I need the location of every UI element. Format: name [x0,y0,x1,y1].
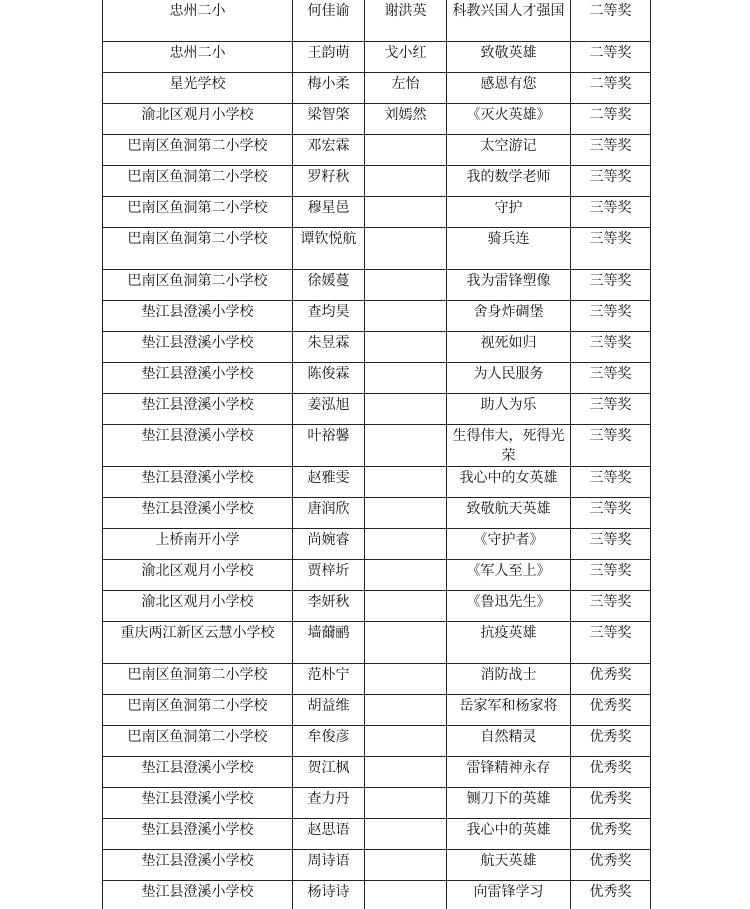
award-level-cell: 优秀奖 [571,819,651,850]
table-row [103,166,651,197]
work-title-cell: 向雷锋学习 [447,881,571,909]
school-cell: 巴南区鱼洞第二小学校 [103,197,293,228]
work-title-cell: 视死如归 [447,332,571,363]
table-row [103,363,651,394]
school-cell: 星光学校 [103,73,293,104]
school-cell: 巴南区鱼洞第二小学校 [103,166,293,197]
student-cell: 何佳谕 [293,0,365,42]
school-cell: 垫江县澄溪小学校 [103,788,293,819]
teacher-cell [365,819,447,850]
student-cell: 查力丹 [293,788,365,819]
teacher-cell [365,788,447,819]
student-cell: 朱昱霖 [293,332,365,363]
table-row [103,270,651,301]
school-cell: 垫江县澄溪小学校 [103,819,293,850]
school-cell: 忠州二小 [103,42,293,73]
school-cell: 巴南区鱼洞第二小学校 [103,270,293,301]
award-level-cell: 三等奖 [571,301,651,332]
table-row [103,73,651,104]
teacher-cell [365,498,447,529]
table-row [103,591,651,622]
table-row [103,757,651,788]
table-row [103,664,651,695]
school-cell: 垫江县澄溪小学校 [103,498,293,529]
school-cell: 垫江县澄溪小学校 [103,425,293,467]
school-cell: 巴南区鱼洞第二小学校 [103,726,293,757]
award-level-cell: 优秀奖 [571,881,651,909]
teacher-cell [365,591,447,622]
teacher-cell [365,270,447,301]
table-row [103,135,651,166]
work-title-cell: 助人为乐 [447,394,571,425]
table-row [103,425,651,467]
student-cell: 王韵萌 [293,42,365,73]
award-level-cell: 三等奖 [571,166,651,197]
table-row [103,467,651,498]
student-cell: 陈俊霖 [293,363,365,394]
student-cell: 胡益维 [293,695,365,726]
teacher-cell [365,363,447,394]
student-cell: 唐润欣 [293,498,365,529]
award-level-cell: 二等奖 [571,0,651,42]
school-cell: 巴南区鱼洞第二小学校 [103,695,293,726]
award-level-cell: 优秀奖 [571,695,651,726]
award-table [102,0,651,909]
student-cell: 周诗语 [293,850,365,881]
award-level-cell: 优秀奖 [571,726,651,757]
award-level-cell: 优秀奖 [571,850,651,881]
teacher-cell [365,726,447,757]
award-level-cell: 三等奖 [571,622,651,664]
work-title-cell: 雷锋精神永存 [447,757,571,788]
work-title-cell: 我心中的英雄 [447,819,571,850]
teacher-cell: 戈小红 [365,42,447,73]
award-level-cell: 三等奖 [571,135,651,166]
award-level-cell: 三等奖 [571,560,651,591]
student-cell: 范朴宁 [293,664,365,695]
school-cell: 巴南区鱼洞第二小学校 [103,664,293,695]
student-cell: 赵思语 [293,819,365,850]
teacher-cell [365,228,447,270]
table-row [103,394,651,425]
award-level-cell: 三等奖 [571,228,651,270]
work-title-cell: 《灭火英雄》 [447,104,571,135]
award-level-cell: 三等奖 [571,197,651,228]
award-level-cell: 优秀奖 [571,788,651,819]
teacher-cell [365,425,447,467]
school-cell: 垫江县澄溪小学校 [103,301,293,332]
work-title-cell: 科教兴国人才强国 [447,0,571,42]
teacher-cell [365,757,447,788]
student-cell: 梅小柔 [293,73,365,104]
school-cell: 垫江县澄溪小学校 [103,881,293,909]
work-title-cell: 航天英雄 [447,850,571,881]
table-row [103,301,651,332]
student-cell: 贾梓圻 [293,560,365,591]
teacher-cell [365,529,447,560]
award-level-cell: 三等奖 [571,498,651,529]
student-cell: 叶裕馨 [293,425,365,467]
award-level-cell: 二等奖 [571,73,651,104]
table-row [103,498,651,529]
teacher-cell [365,622,447,664]
work-title-cell: 骑兵连 [447,228,571,270]
table-row [103,695,651,726]
school-cell: 垫江县澄溪小学校 [103,363,293,394]
award-level-cell: 三等奖 [571,332,651,363]
award-level-cell: 三等奖 [571,467,651,498]
student-cell: 杨诗诗 [293,881,365,909]
teacher-cell [365,197,447,228]
award-level-cell: 二等奖 [571,42,651,73]
work-title-cell: 我为雷锋塑像 [447,270,571,301]
work-title-cell: 致敬英雄 [447,42,571,73]
work-title-cell: 我心中的女英雄 [447,467,571,498]
award-level-cell: 优秀奖 [571,757,651,788]
table-row [103,0,651,42]
table-row [103,197,651,228]
table-row [103,529,651,560]
award-level-cell: 优秀奖 [571,664,651,695]
student-cell: 罗籽秋 [293,166,365,197]
table-row [103,819,651,850]
teacher-cell [365,560,447,591]
table-row [103,332,651,363]
table-row [103,104,651,135]
work-title-cell: 生得伟大，死得光荣 [447,425,571,467]
teacher-cell: 左怡 [365,73,447,104]
work-title-cell: 消防战士 [447,664,571,695]
student-cell: 尚婉睿 [293,529,365,560]
school-cell: 垫江县澄溪小学校 [103,757,293,788]
table-row [103,42,651,73]
award-level-cell: 三等奖 [571,425,651,467]
work-title-cell: 铡刀下的英雄 [447,788,571,819]
work-title-cell: 守护 [447,197,571,228]
school-cell: 垫江县澄溪小学校 [103,467,293,498]
student-cell: 赵雅雯 [293,467,365,498]
teacher-cell [365,467,447,498]
student-cell: 牟俊彦 [293,726,365,757]
teacher-cell [365,332,447,363]
student-cell: 徐媛蔓 [293,270,365,301]
work-title-cell: 《鲁迅先生》 [447,591,571,622]
school-cell: 垫江县澄溪小学校 [103,394,293,425]
student-cell: 姜泓旭 [293,394,365,425]
school-cell: 垫江县澄溪小学校 [103,332,293,363]
award-level-cell: 三等奖 [571,591,651,622]
teacher-cell [365,881,447,909]
award-table-body [103,0,651,909]
work-title-cell: 《军人至上》 [447,560,571,591]
teacher-cell [365,394,447,425]
teacher-cell [365,135,447,166]
school-cell: 巴南区鱼洞第二小学校 [103,228,293,270]
table-row [103,622,651,664]
award-level-cell: 二等奖 [571,104,651,135]
work-title-cell: 太空游记 [447,135,571,166]
table-row [103,726,651,757]
teacher-cell [365,301,447,332]
work-title-cell: 致敬航天英雄 [447,498,571,529]
school-cell: 渝北区观月小学校 [103,104,293,135]
student-cell: 李妍秋 [293,591,365,622]
table-row [103,788,651,819]
table-row [103,228,651,270]
school-cell: 巴南区鱼洞第二小学校 [103,135,293,166]
work-title-cell: 自然精灵 [447,726,571,757]
work-title-cell: 岳家军和杨家将 [447,695,571,726]
student-cell: 查均昊 [293,301,365,332]
teacher-cell: 谢洪英 [365,0,447,42]
student-cell: 邓宏霖 [293,135,365,166]
award-level-cell: 三等奖 [571,363,651,394]
student-cell: 梁智棨 [293,104,365,135]
work-title-cell: 我的数学老师 [447,166,571,197]
school-cell: 重庆两江新区云慧小学校 [103,622,293,664]
award-level-cell: 三等奖 [571,394,651,425]
teacher-cell [365,850,447,881]
teacher-cell [365,166,447,197]
work-title-cell: 舍身炸碉堡 [447,301,571,332]
student-cell: 墙薾鹂 [293,622,365,664]
teacher-cell [365,695,447,726]
teacher-cell [365,664,447,695]
work-title-cell: 感恩有您 [447,73,571,104]
school-cell: 上桥南开小学 [103,529,293,560]
table-row [103,560,651,591]
award-level-cell: 三等奖 [571,529,651,560]
student-cell: 谭钦悦航 [293,228,365,270]
work-title-cell: 《守护者》 [447,529,571,560]
student-cell: 穆星邑 [293,197,365,228]
award-level-cell: 三等奖 [571,270,651,301]
table-row [103,850,651,881]
school-cell: 垫江县澄溪小学校 [103,850,293,881]
work-title-cell: 抗疫英雄 [447,622,571,664]
school-cell: 忠州二小 [103,0,293,42]
work-title-cell: 为人民服务 [447,363,571,394]
table-row [103,881,651,909]
student-cell: 贺江枫 [293,757,365,788]
teacher-cell: 刘嫣然 [365,104,447,135]
school-cell: 渝北区观月小学校 [103,591,293,622]
school-cell: 渝北区观月小学校 [103,560,293,591]
